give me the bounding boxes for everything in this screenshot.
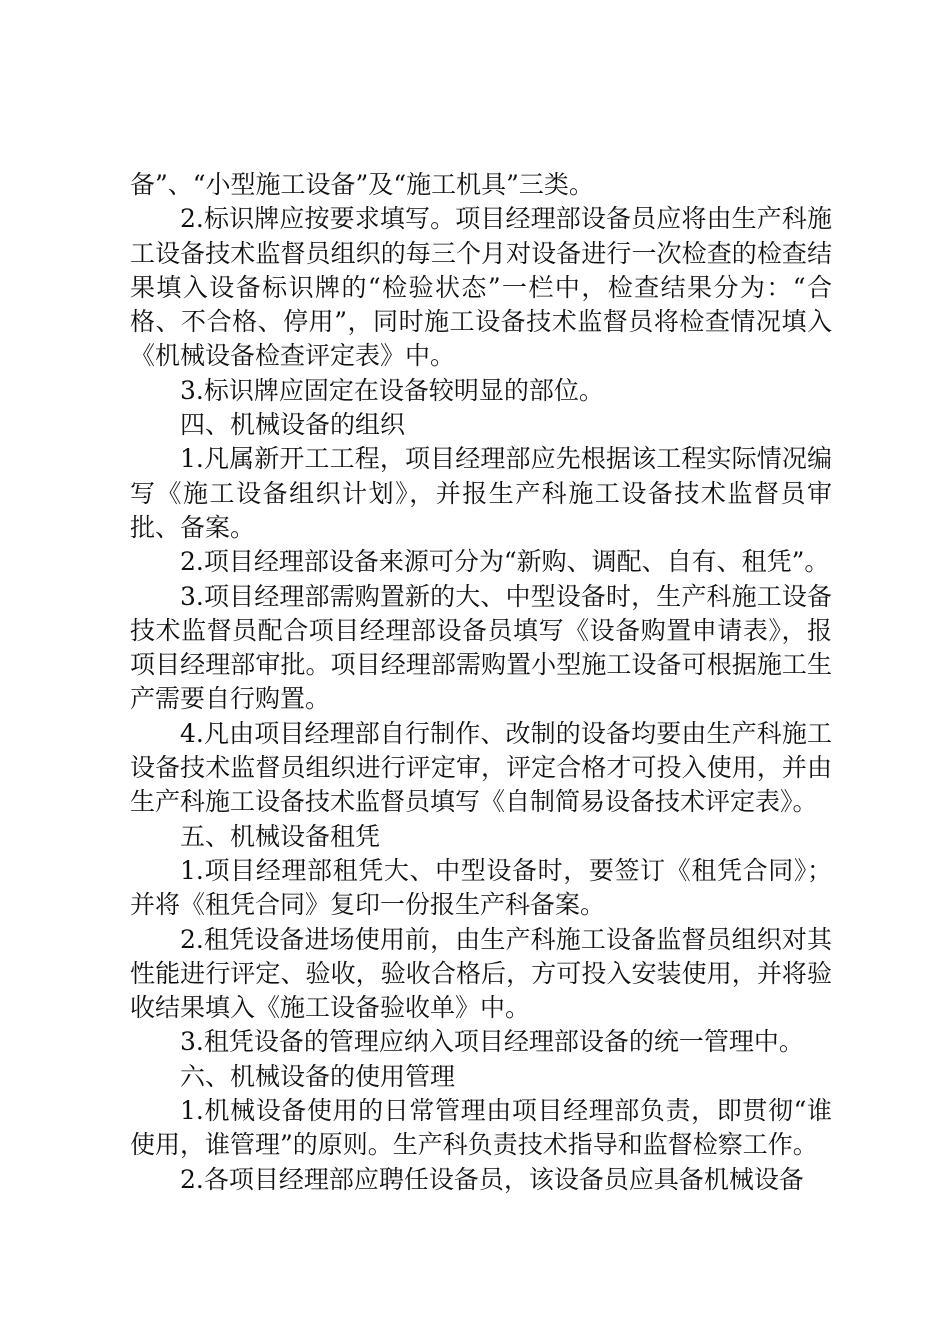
paragraph-item: 4.凡由项目经理部自行制作、改制的设备均要由生产科施工设备技术监督员组织进行评定审，评定合格才可投入使用，并由生产科施工设备技术监督员填写《自制简易设备技术评定表》。 <box>130 718 832 817</box>
paragraph-item: 3.租凭设备的管理应纳入项目经理部设备的统一管理中。 <box>180 1027 804 1057</box>
section-heading: 六、机械设备的使用管理 <box>180 1061 456 1091</box>
paragraph-item: 2.标识牌应按要求填写。项目经理部设备员应将由生产科施工设备技术监督员组织的每三个月对设备进行一次检查的检查结果填入设备标识牌的“检验状态”一栏中，检查结果分为：“合格、不合格、停用”，同时施工设备技术监督员将检查情况填入《机械设备检查评定表》中。 <box>130 204 832 371</box>
section-heading: 五、机械设备租凭 <box>180 821 381 851</box>
paragraph-item: 3.项目经理部需购置新的大、中型设备时，生产科施工设备技术监督员配合项目经理部设备员填写《设备购置申请表》，报项目经理部审批。项目经理部需购置小型施工设备可根据施工生产需要自行购置。 <box>130 581 832 714</box>
paragraph-continuation: 备”、“小型施工设备”及“施工机具”三类。 <box>130 170 594 199</box>
paragraph-item: 2.租凭设备进场使用前，由生产科施工设备监督员组织对其性能进行评定、验收，验收合格后，方可投入安装使用，并将验收结果填入《施工设备验收单》中。 <box>130 924 832 1023</box>
paragraph-item: 2.项目经理部设备来源可分为“新购、调配、自有、租凭”。 <box>180 547 830 577</box>
paragraph-item: 1.项目经理部租凭大、中型设备时，要签订《租凭合同》；并将《租凭合同》复印一份报生产科备案。 <box>130 855 832 920</box>
section-heading: 四、机械设备的组织 <box>180 410 406 440</box>
paragraph-item: 1.机械设备使用的日常管理由项目经理部负责，即贯彻“谁使用，谁管理”的原则。生产科负责技术指导和监督检察工作。 <box>130 1096 832 1160</box>
document-page <box>130 168 832 1197</box>
paragraph-item: 2.各项目经理部应聘任设备员，该设备员应具备机械设备 <box>180 1164 804 1194</box>
paragraph-item: 3.标识牌应固定在设备较明显的部位。 <box>180 375 604 405</box>
paragraph-item: 1.凡属新开工工程，项目经理部应先根据该工程实际情况编写《施工设备组织计划》，并报生产科施工设备技术监督员审批、备案。 <box>130 444 832 542</box>
